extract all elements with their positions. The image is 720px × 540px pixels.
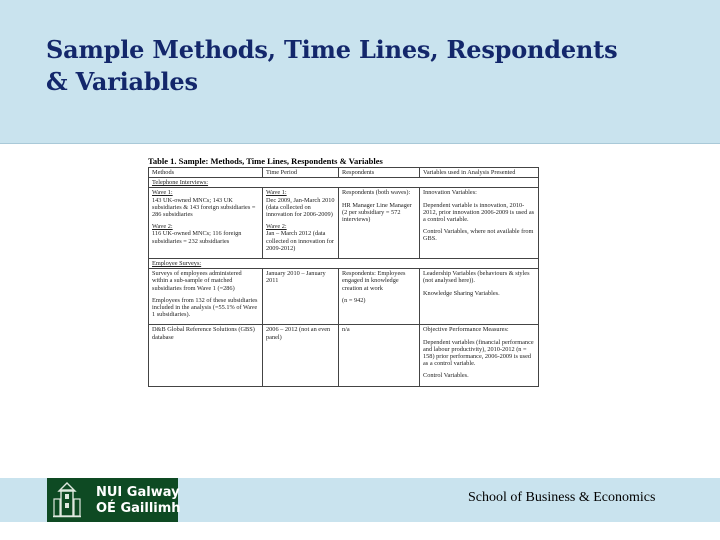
dnb-var-label: Objective Performance Measures: <box>423 326 509 334</box>
crest-icon <box>52 481 82 519</box>
nui-galway-logo <box>47 478 181 522</box>
dnb-var-ctrl: Control Variables. <box>423 372 469 380</box>
emp-resp1: Respondents: Employees engaged in knowledge creation at work <box>342 270 406 292</box>
table-row-telephone <box>149 188 539 259</box>
cell-dnb-respondents <box>339 325 420 386</box>
table-header-row <box>149 168 539 178</box>
cell-emp-methods <box>149 269 263 325</box>
emp-method1: Surveys of employees administered within a sub-sample of matched subsidiaries from Wave 1 (=286) <box>152 270 242 292</box>
tel-var-ctrl: Control Variables, where not available from GBS. <box>423 228 534 243</box>
header-respondents: Respondents <box>339 168 420 178</box>
cell-tel-time <box>263 188 339 259</box>
cell-emp-time <box>263 269 339 325</box>
tel-wave1-label: Wave 1: <box>152 189 173 197</box>
emp-var1: Leadership Variables (behaviours & styles (not analysed here)). <box>423 270 530 285</box>
cell-dnb-variables <box>420 325 539 386</box>
cell-emp-respondents <box>339 269 420 325</box>
methods-table <box>148 167 539 387</box>
header-time-period: Time Period <box>263 168 339 178</box>
tel-resp-text: Respondents (both waves): <box>342 189 411 197</box>
dnb-time: 2006 – 2012 (not an even panel) <box>266 326 331 341</box>
cell-tel-variables <box>420 188 539 259</box>
tel-wave1-text: 143 UK-owned MNCs; 143 UK subsidiaries & 143 foreign subsidiaries = 286 subsidiaries <box>152 196 256 219</box>
school-name: School of Business & Economics <box>468 490 656 505</box>
table-caption: Table 1. Sample: Methods, Time Lines, Respondents & Variables <box>148 157 383 166</box>
dnb-var-dep: Dependent variables (financial performance and labour productivity), 2010-2012 (n = 158) prior performance, 2006-2009 is used as a control variable. <box>423 338 534 368</box>
table-row-section-employee <box>149 259 539 269</box>
header-methods: Methods <box>149 168 263 178</box>
cell-tel-respondents <box>339 188 420 259</box>
emp-var2: Knowledge Sharing Variables. <box>423 289 500 297</box>
tel-var-dep: Dependent variable is innovation, 2010-2012, prior innovation 2006-2009 is used as a control variable. <box>423 201 535 224</box>
header-band <box>0 0 720 144</box>
emp-resp2: (n = 942) <box>342 296 366 304</box>
tel-wave2-text: 116 UK-owned MNCs; 116 foreign subsidiaries = 232 subsidiaries <box>152 230 242 245</box>
emp-method2: Employees from 132 of these subsidiaries included in the analysis (=55.1% of Wave 1 subsidiaries). <box>152 296 258 319</box>
dnb-resp: n/a <box>342 326 350 334</box>
dnb-method: D&B Global Reference Solutions (GBS) database <box>152 326 255 341</box>
tel-time-wave1-text: Dec 2009, Jan-March 2010 (data collected on innovation for 2006-2009) <box>266 196 335 219</box>
tel-resp-list: HR Manager Line Manager (2 per subsidiary = 572 interviews) <box>342 201 412 224</box>
tel-time-wave2-text: Jan – March 2012 (data collected on innovation for 2009-2012) <box>266 230 335 252</box>
slide-title-line1: Sample Methods, Time Lines, Respondents <box>46 35 618 64</box>
slide-title <box>46 34 706 98</box>
cell-dnb-time <box>263 325 339 386</box>
cell-tel-methods <box>149 188 263 259</box>
logo-text-irish: OÉ Gaillimh <box>96 501 181 516</box>
cell-emp-variables <box>420 269 539 325</box>
emp-time: January 2010 – January 2011 <box>266 270 326 285</box>
table-row-dnb <box>149 325 539 386</box>
slide-title-line2: & Variables <box>46 67 198 96</box>
tel-time-wave2-label: Wave 2: <box>266 223 287 231</box>
tel-wave2-label: Wave 2: <box>152 223 173 231</box>
tel-var-label: Innovation Variables: <box>423 189 477 197</box>
table-row-employee <box>149 269 539 325</box>
header-variables: Variables used in Analysis Presented <box>420 168 539 178</box>
tel-time-wave1-label: Wave 1: <box>266 189 287 197</box>
table-row-section-telephone <box>149 178 539 188</box>
section-telephone <box>149 178 539 188</box>
section-employee <box>149 259 539 269</box>
table-figure <box>148 157 540 439</box>
cell-dnb-methods <box>149 325 263 386</box>
logo-text-english: NUI Galway <box>96 485 180 500</box>
section-telephone-label: Telephone Interviews: <box>152 179 209 187</box>
section-employee-label: Employee Surveys: <box>152 260 202 268</box>
